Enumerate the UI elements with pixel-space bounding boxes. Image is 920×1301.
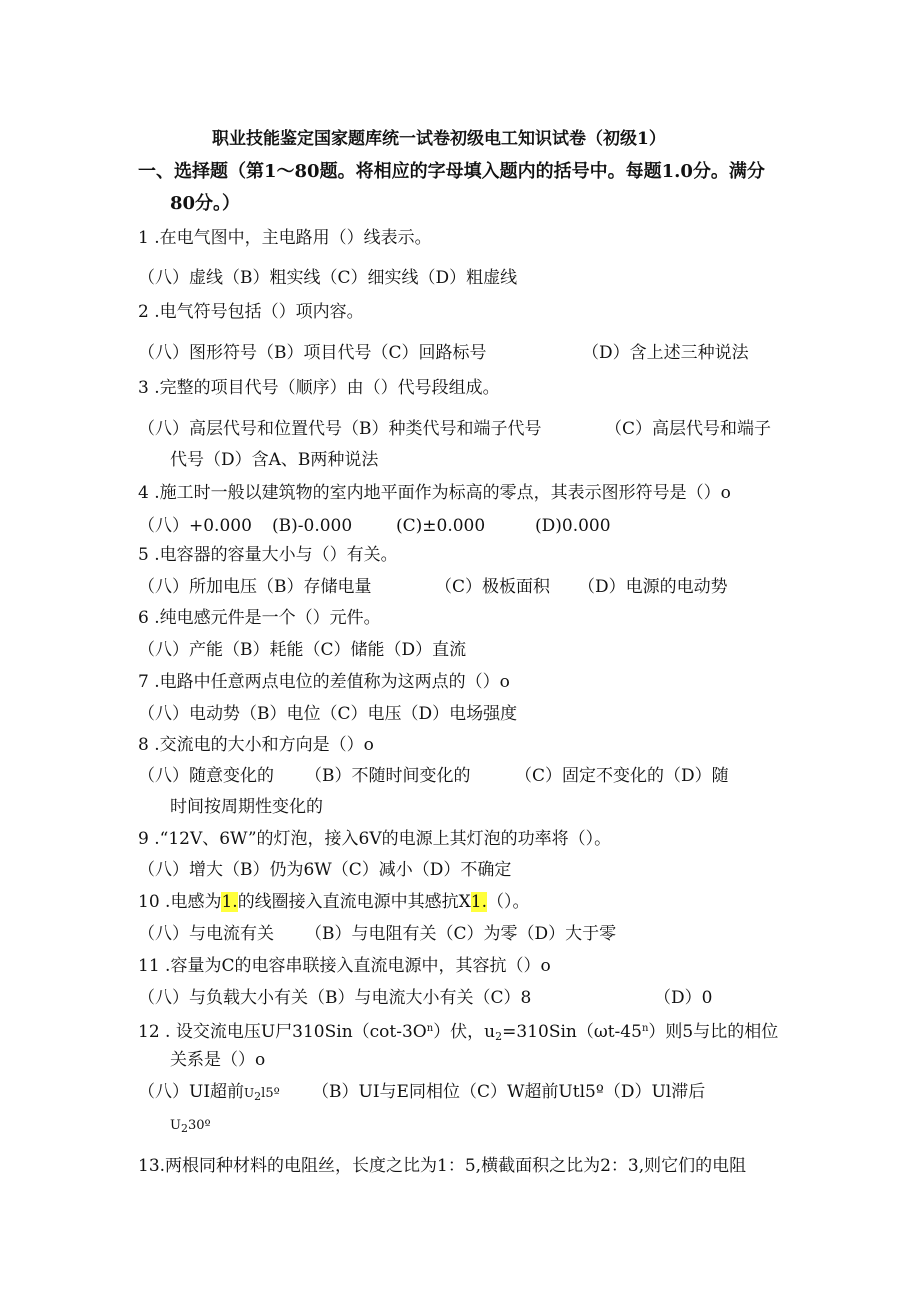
question-8: 8 .交流电的大小和方向是（）o bbox=[138, 735, 374, 755]
question-7: 7 .电路中任意两点电位的差值称为这两点的（）o bbox=[138, 672, 510, 692]
question-10-options: （B）与电阻有关（C）为零（D）大于零 bbox=[305, 924, 617, 944]
question-4-option-d: (D)0.000 bbox=[535, 516, 611, 536]
question-3: 3 .完整的项目代号（顺序）由（）代号段组成。 bbox=[138, 378, 500, 398]
question-12 bbox=[138, 1017, 778, 1049]
question-10-text-a: 10 .电感为 bbox=[138, 892, 222, 912]
question-5-options: （八）所加电压（B）存储电量 bbox=[138, 577, 372, 597]
question-4-option-c: (C)±0.000 bbox=[396, 516, 486, 536]
question-12-text-c: =310Sin（ωt-45 bbox=[502, 1022, 642, 1042]
question-8-option-a: （八）随意变化的 bbox=[138, 766, 274, 786]
question-12-sup: n bbox=[641, 1023, 649, 1034]
question-2-options: （八）图形符号（B）项目代号（C）回路标号 bbox=[138, 343, 487, 363]
question-1-options: （八）虚线（B）粗实线（C）细实线（D）粗虚线 bbox=[138, 268, 518, 288]
question-9: 9 .“12V、6W”的灯泡，接入6V的电源上其灯泡的功率将（）。 bbox=[138, 829, 612, 849]
question-12-sub: 2 bbox=[495, 1030, 503, 1043]
question-13: 13.两根同种材料的电阻丝，长度之比为1：5,横截面积之比为2：3,则它们的电阻 bbox=[138, 1156, 747, 1176]
question-12-option-a-sub: 2 bbox=[254, 1090, 262, 1103]
question-12-text-a: 12 . 设交流电压U尸310Sin（cot-3O bbox=[138, 1022, 427, 1042]
question-12-options: （B）UI与E同相位（C）W超前Utl5º（D）Ul滞后 bbox=[312, 1082, 706, 1102]
question-12-text-b: ）伏，u bbox=[433, 1022, 496, 1042]
question-1: 1 .在电气图中，主电路用（）线表示。 bbox=[138, 228, 432, 248]
question-9-options: （八）增大（B）仍为6W（C）减小（D）不确定 bbox=[138, 860, 512, 880]
question-4-option-b: (B)-0.000 bbox=[272, 516, 353, 536]
question-8-option-b: （B）不随时间变化的 bbox=[305, 766, 471, 786]
question-3-options: （八）高层代号和位置代号（B）种类代号和端子代号 bbox=[138, 419, 542, 439]
question-7-options: （八）电动势（B）电位（C）电压（D）电场强度 bbox=[138, 704, 518, 724]
question-10-text-b: 的线圈接入直流电源中其感抗X bbox=[237, 892, 471, 912]
question-3-option-c: （C）高层代号和端子 bbox=[605, 419, 772, 439]
page-title: 职业技能鉴定国家题库统一试卷初级电工知识试卷（初级1） bbox=[212, 129, 666, 149]
question-5: 5 .电容器的容量大小与（）有关。 bbox=[138, 545, 398, 565]
question-2-option-d: （D）含上述三种说法 bbox=[582, 343, 749, 363]
question-11: 11 .容量为C的电容串联接入直流电源中，其容抗（）o bbox=[138, 956, 551, 976]
question-8-options-cont: 时间按周期性变化的 bbox=[170, 797, 323, 817]
question-12-option-a bbox=[138, 1080, 280, 1109]
question-4-option-a: （八）+0.000 bbox=[138, 516, 252, 536]
section-heading-cont: 80分。） bbox=[170, 193, 241, 214]
question-12-option-a-post: l5º bbox=[261, 1086, 280, 1101]
question-11-option-d: （D）0 bbox=[654, 988, 713, 1008]
question-4: 4 .施工时一般以建筑物的室内地平面作为标高的零点，其表示图形符号是（）o bbox=[138, 483, 731, 503]
highlight-mark: 1. bbox=[470, 892, 488, 912]
question-2: 2 .电气符号包括（）项内容。 bbox=[138, 302, 364, 322]
question-10-option-a: （八）与电流有关 bbox=[138, 924, 274, 944]
question-12-option-a-u: U bbox=[244, 1086, 255, 1100]
question-5-option-d: （D）电源的电动势 bbox=[578, 577, 728, 597]
question-12-sup: n bbox=[426, 1023, 434, 1034]
question-6: 6 .纯电感元件是一个（）元件。 bbox=[138, 608, 381, 628]
question-12-options-cont bbox=[170, 1114, 211, 1141]
question-11-options: （八）与负载大小有关（B）与电流大小有关（C）8 bbox=[138, 988, 532, 1008]
highlight-mark: 1. bbox=[221, 892, 238, 912]
question-5-option-c: （C）极板面积 bbox=[435, 577, 551, 597]
section-heading: 一、选择题（第1～80题。将相应的字母填入题内的括号中。每题1.0分。满分 bbox=[138, 161, 765, 182]
question-6-options: （八）产能（B）耗能（C）储能（D）直流 bbox=[138, 640, 467, 660]
question-12-text-d: ）则5与比的相位 bbox=[648, 1022, 779, 1042]
question-12-cont-post: 30º bbox=[187, 1118, 211, 1133]
question-12-option-a-text: （八）UI超前 bbox=[138, 1082, 245, 1102]
question-12-cont-sub: 2 bbox=[180, 1122, 188, 1135]
question-3-options-cont: 代号（D）含A、B两种说法 bbox=[170, 450, 379, 470]
question-10-text-c: （）。 bbox=[487, 892, 530, 912]
question-12-cont-u: U bbox=[170, 1118, 181, 1133]
question-8-option-cd: （C）固定不变化的（D）随 bbox=[515, 766, 729, 786]
question-12-cont: 关系是（）o bbox=[170, 1050, 266, 1070]
question-10 bbox=[138, 890, 530, 914]
